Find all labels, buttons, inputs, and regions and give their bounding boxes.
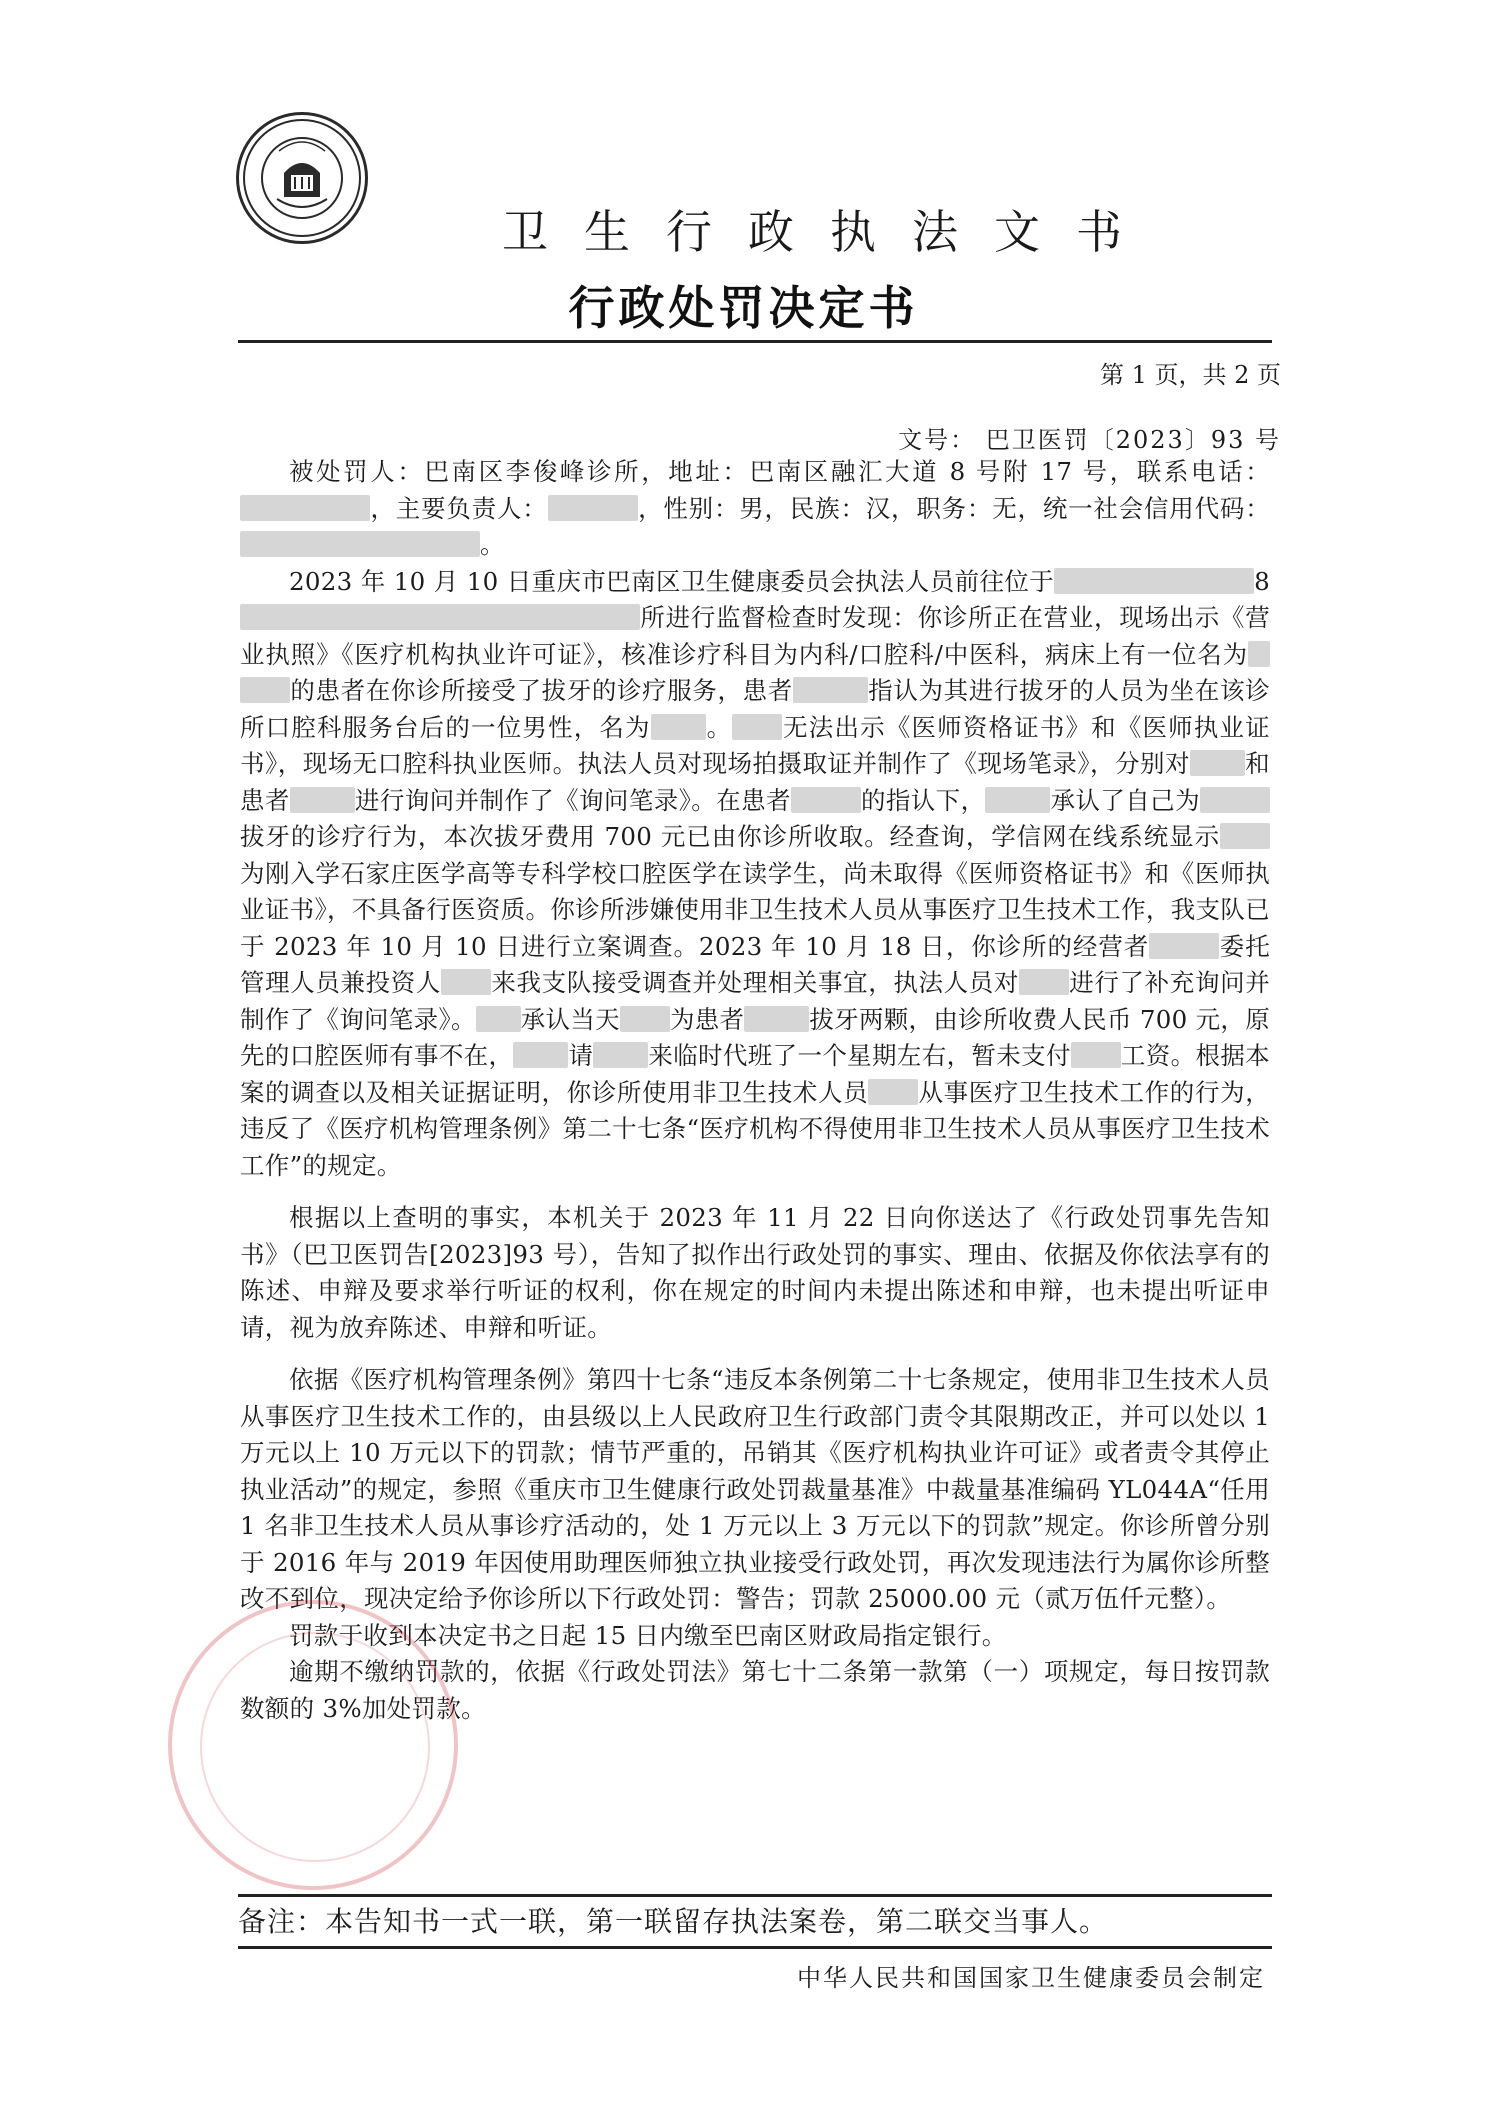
paragraph-text: 进行了补充询问并制作了《询问笔录》。	[240, 968, 1270, 1034]
body-paragraph	[240, 1618, 1270, 1655]
redaction-box	[548, 495, 638, 521]
document-category: 卫生行政执法文书	[502, 205, 1158, 259]
paragraph-text: 根据以上查明的事实，本机关于 2023 年 11 月 22 日向你送达了《行政处罚事先告知书》（巴卫医罚告[2023]93 号），告知了拟作出行政处罚的事实、理由、依据及你依法享有的陈述、申辩及要求举行听证的权利，你在规定的时间内未提出陈述和申辩，也未提出听证申请，视为放弃陈述、申辩和听证。	[240, 1203, 1270, 1342]
document-number: 文号： 巴卫医罚〔2023〕93 号	[898, 426, 1281, 454]
paragraph-text: 。	[705, 712, 733, 742]
redaction-box	[620, 1006, 670, 1032]
health-supervision-logo	[236, 112, 368, 244]
redaction-box	[1019, 969, 1069, 995]
paragraph-text: ，性别：男，民族：汉，职务：无，统一社会信用代码：	[637, 493, 1270, 523]
body-paragraph	[240, 1200, 1270, 1346]
body-paragraph	[240, 454, 1270, 564]
issuing-authority: 中华人民共和国国家卫生健康委员会制定	[797, 1964, 1265, 1992]
paragraph-text: 8	[1254, 566, 1270, 596]
paragraph-text: 工资。根据本案的调查以及相关证据证明，你诊所使用非卫生技术人员	[240, 1041, 1270, 1107]
redaction-box	[791, 787, 861, 813]
paragraph-text: 2023 年 10 月 10 日重庆市巴南区卫生健康委员会执法人员前往位于	[289, 566, 1055, 596]
redaction-box	[744, 1006, 809, 1032]
redaction-box	[513, 1042, 568, 1068]
paragraph-text: 委托管理人员兼投资人	[240, 931, 1270, 997]
paragraph-text: ，主要负责人：	[370, 493, 548, 523]
redaction-box	[1071, 1042, 1121, 1068]
redaction-box	[985, 787, 1050, 813]
paragraph-text: 拔牙两颗，由诊所收费人民币 700 元，原先的口腔医师有事不在，	[240, 1004, 1270, 1070]
body-paragraph	[240, 564, 1270, 1185]
remark-note: 备注：本告知书一式一联，第一联留存执法案卷，第二联交当事人。	[238, 1905, 1109, 1938]
paragraph-text: 请	[568, 1041, 594, 1070]
paragraph-text: 为刚入学石家庄医学高等专科学校口腔医学在读学生，尚未取得《医师资格证书》和《医师执业证书》，不具备行医资质。你诊所涉嫌使用非卫生技术人员从事医疗卫生技术工作，我支队已于 2023 年 10 月 10 日进行立案调查。2023 年 10 月 18 日，你诊所的经营者	[240, 858, 1270, 961]
paragraph-text: 和患者	[240, 749, 1270, 815]
redaction-box	[240, 604, 640, 630]
paragraph-text: 的指认下，	[860, 785, 986, 815]
paragraph-text: 所进行监督检查时发现：你诊所正在营业，现场出示《营业执照》《医疗机构执业许可证》，核准诊疗科目为内科/口腔科/中医科，病床上有一位名为	[240, 603, 1270, 669]
paragraph-text: 来我支队接受调查并处理相关事宜，执法人员对	[491, 968, 1019, 997]
paragraph-text: 被处罚人：巴南区李俊峰诊所，地址：巴南区融汇大道 8 号附 17 号，联系电话：	[289, 457, 1270, 486]
redaction-box	[240, 531, 480, 557]
redaction-box	[793, 677, 868, 703]
page-number: 第 1 页，共 2 页	[1099, 361, 1281, 389]
paragraph-text: 指认为其进行拔牙的人员为坐在该诊所口腔科服务台后的一位男性，名为	[240, 676, 1270, 742]
redaction-box	[1220, 823, 1270, 849]
paragraph-text: 承认了自己为	[1050, 785, 1200, 815]
body-paragraph	[240, 1654, 1270, 1727]
title-rule	[238, 340, 1272, 343]
redaction-box	[651, 714, 706, 740]
remark-bottom-rule	[238, 1946, 1272, 1949]
paragraph-text: 进行询问并制作了《询问笔录》。在患者	[354, 785, 791, 815]
paragraph-text: 拔牙的诊疗行为，本次拔牙费用 700 元已由你诊所收取。经查询，学信网在线系统显示	[240, 822, 1220, 851]
redaction-box	[1149, 933, 1219, 959]
remark-top-rule	[238, 1894, 1272, 1897]
redaction-box	[1200, 787, 1270, 813]
document-body	[240, 454, 1270, 1727]
body-paragraph	[240, 1362, 1270, 1618]
redaction-box	[1054, 568, 1254, 594]
redaction-box	[476, 1006, 521, 1032]
paragraph-text: 依据《医疗机构管理条例》第四十七条“违反本条例第二十七条规定，使用非卫生技术人员从事医疗卫生技术工作的，由县级以上人民政府卫生行政部门责令其限期改正，并可以处以 1 万元以上 10 万元以下的罚款；情节严重的，吊销其《医疗机构执业许可证》或者责令其停止执业活动”的规定，参照《重庆市卫生健康行政处罚裁量基准》中裁量基准编码 YL044A“任用 1 名非卫生技术人员从事诊疗活动的，处 1 万元以上 3 万元以下的罚款”规定。你诊所曾分别于 2016 年与 2019 年因使用助理医师独立执业接受行政处罚，再次发现违法行为属你诊所整改不到位，现决定给予你诊所以下行政处罚：警告；罚款 25000.00 元（贰万伍仟元整）。	[240, 1365, 1270, 1613]
redaction-box	[593, 1042, 648, 1068]
paragraph-text: 逾期不缴纳罚款的，依据《行政处罚法》第七十二条第一款第（一）项规定，每日按罚款数额的 3%加处罚款。	[240, 1657, 1270, 1723]
paragraph-text: 罚款于收到本决定书之日起 15 日内缴至巴南区财政局指定银行。	[289, 1620, 1007, 1650]
redaction-box	[1190, 750, 1245, 776]
redaction-box	[240, 677, 290, 703]
redaction-box	[1248, 641, 1270, 667]
paragraph-text: 。	[480, 530, 505, 559]
paragraph-text: 的患者在你诊所接受了拔牙的诊疗服务，患者	[290, 676, 793, 705]
redaction-box	[868, 1079, 918, 1105]
paragraph-text: 从事医疗卫生技术工作的行为，违反了《医疗机构管理条例》第二十七条“医疗机构不得使用非卫生技术人员从事医疗卫生技术工作”的规定。	[240, 1077, 1270, 1180]
paragraph-text: 承认当天	[520, 1004, 620, 1034]
redaction-box	[290, 787, 355, 813]
document-title: 行政处罚决定书	[568, 281, 919, 335]
redaction-box	[732, 714, 782, 740]
redaction-box	[240, 495, 370, 521]
paragraph-text: 为患者	[669, 1004, 745, 1034]
redaction-box	[441, 969, 491, 995]
paragraph-text: 无法出示《医师资格证书》和《医师执业证书》，现场无口腔科执业医师。执法人员对现场拍摄取证并制作了《现场笔录》，分别对	[240, 712, 1270, 778]
paragraph-text: 来临时代班了一个星期左右，暂未支付	[648, 1041, 1071, 1070]
